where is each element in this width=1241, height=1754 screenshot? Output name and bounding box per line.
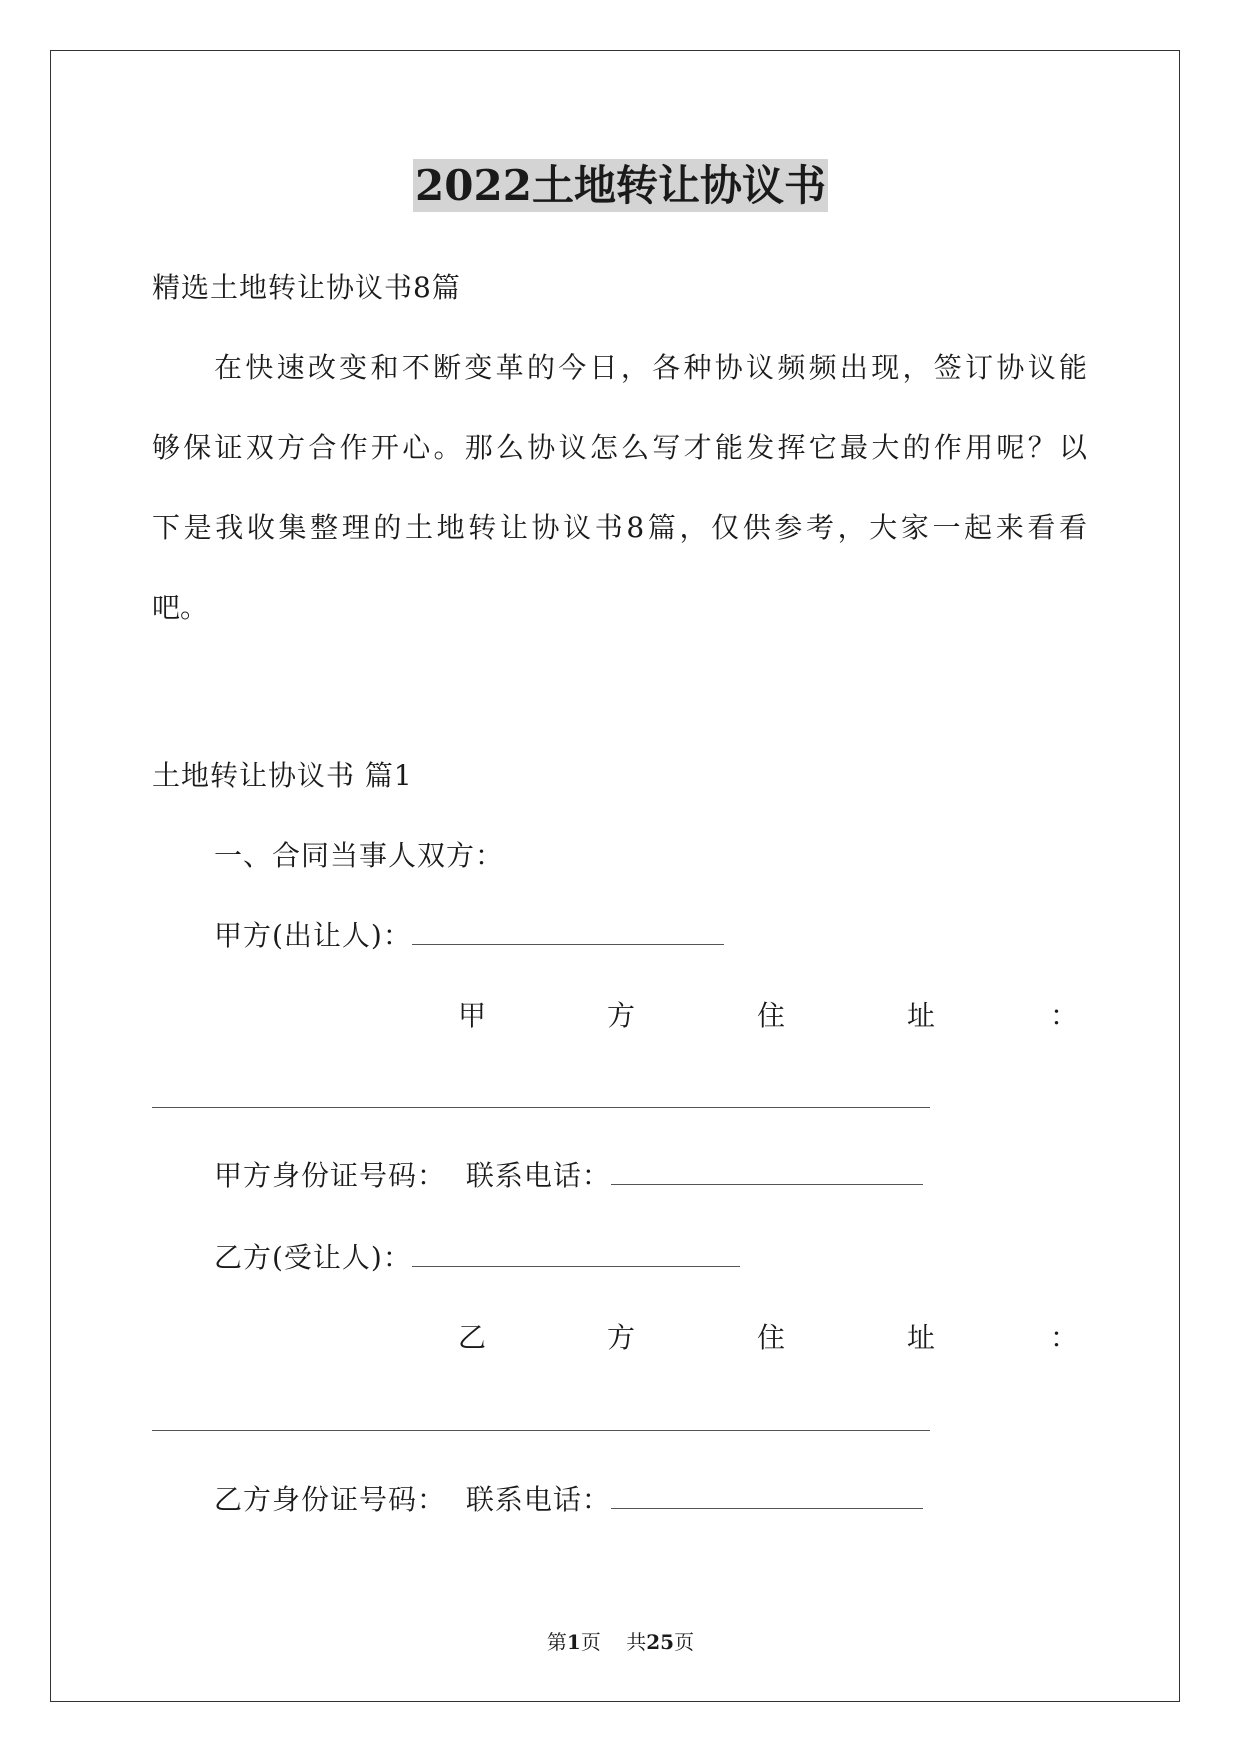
party-a-phone-label: 联系电话： <box>465 1159 611 1192</box>
party-b-phone-field[interactable] <box>611 1480 923 1509</box>
footer-total-suffix: 页 <box>674 1630 695 1654</box>
party-b-label: 乙方(受让人)： <box>214 1241 412 1274</box>
party-a-phone-field[interactable] <box>611 1156 923 1185</box>
party-a-id-label: 甲方身份证号码： <box>214 1159 447 1192</box>
party-a-address-field[interactable] <box>152 1107 930 1108</box>
party-b-name-field[interactable] <box>412 1238 740 1267</box>
document-title <box>0 158 1241 214</box>
party-b-address-label <box>0 1318 1241 1358</box>
intro-line-2: 够保证双方合作开心。那么协议怎么写才能发挥它最大的作用呢？以 <box>152 431 1087 464</box>
party-a-address-char: 址 <box>907 999 936 1032</box>
party-a-address-char: 甲 <box>458 999 487 1032</box>
document-subtitle: 精选土地转让协议书8篇 <box>152 271 461 304</box>
party-a-address-char: ： <box>1050 999 1079 1032</box>
page-footer <box>0 1628 1241 1656</box>
footer-page-prefix: 第 <box>546 1630 567 1654</box>
party-b-address-char: 乙 <box>458 1321 487 1354</box>
party-b-address-char: 址 <box>907 1321 936 1354</box>
footer-total-pages: 25 <box>646 1630 675 1654</box>
party-a-address-label <box>0 996 1241 1036</box>
party-b-address-char: 方 <box>607 1321 636 1354</box>
intro-line-3: 下是我收集整理的土地转让协议书8篇，仅供参考，大家一起来看看 <box>152 511 1087 544</box>
section-heading: 土地转让协议书 篇1 <box>152 759 413 792</box>
party-b-id-row <box>214 1480 923 1520</box>
party-a-id-row <box>214 1156 923 1196</box>
party-a-name-field[interactable] <box>412 916 724 945</box>
party-b-id-label: 乙方身份证号码： <box>214 1483 447 1516</box>
party-a-label: 甲方(出让人)： <box>214 919 412 952</box>
party-b-row <box>214 1238 740 1278</box>
footer-page-suffix: 页 <box>580 1630 601 1654</box>
intro-line-4: 吧。 <box>152 591 209 624</box>
footer-total-prefix: 共 <box>626 1630 647 1654</box>
party-b-address-char: ： <box>1050 1321 1079 1354</box>
party-a-address-char: 方 <box>607 999 636 1032</box>
party-b-phone-label: 联系电话： <box>465 1483 611 1516</box>
document-title-text: 2022土地转让协议书 <box>415 161 826 210</box>
intro-line-1: 在快速改变和不断变革的今日，各种协议频频出现，签订协议能 <box>214 351 1087 384</box>
clause-heading: 一、合同当事人双方： <box>214 839 505 872</box>
footer-page-number: 1 <box>566 1630 581 1654</box>
party-b-address-char: 住 <box>757 1321 786 1354</box>
party-a-address-char: 住 <box>757 999 786 1032</box>
party-a-row <box>214 916 724 956</box>
party-b-address-field[interactable] <box>152 1430 930 1431</box>
